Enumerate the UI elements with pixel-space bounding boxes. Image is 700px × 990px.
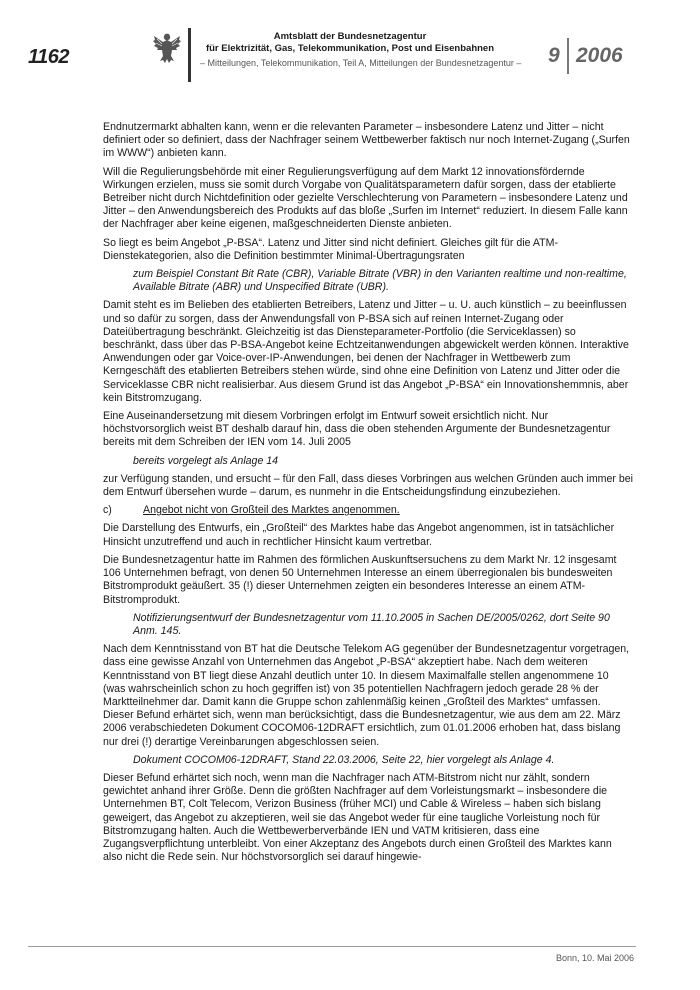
- citation-paragraph: bereits vorgelegt als Anlage 14: [133, 454, 279, 467]
- page-number: 1162: [28, 46, 70, 68]
- body-paragraph: So liegt es beim Angebot „P-BSA“. Latenz und Jitter sind nicht definiert. Gleiches gilt für die ATM-Dienstekategorien, also die Definition bestimmter Minimal-Übertragungsraten: [103, 236, 558, 262]
- body-paragraph: Eine Auseinandersetzung mit diesem Vorbringen erfolgt im Entwurf soweit ersichtlich nicht. Nur höchstvorsorglich weist BT deshalb darauf hin, dass die oben stehenden Argumente der Bundesnetzagentur bereits mit dem Schreiben der IEN vom 14. Juli 2005: [103, 410, 611, 449]
- body-paragraph: Die Darstellung des Entwurfs, ein „Großteil“ des Marktes habe das Angebot angenommen, ist in tatsächlicher Hinsicht unzutreffend und auch in rechtlicher Hinsicht kaum vertretbar.: [103, 522, 615, 548]
- footer-divider: [28, 946, 636, 947]
- issue-number: 9: [548, 44, 560, 67]
- federal-eagle-icon: [152, 30, 182, 64]
- body-paragraph: Dieser Befund erhärtet sich noch, wenn man die Nachfrager nach ATM-Bitstrom nicht nur zählt, sondern gewichtet anhand ihrer Größe. Denn die größten Nachfrager auf dem Vorleistungsmarkt – insbesondere die Unternehmen BT, Colt Telecom, Verizon Business (früher MCI) und Cable & Wireless – haben sich bislang geweigert, das Angebot zu akzeptieren, weil sie das Angebot weder für eine taugliche Vorleistung noch für Bitstromzugang halten. Auch die Wettbewerberverbände IEN und VATM kritisieren, dass eine Zugangsverpflichtung unterbleibt. Von einer Akzeptanz des Angebots durch einen Großteil des Marktes kann also nicht die Rede sein. Nur höchstvorsorglich sei darauf hingewie-: [103, 771, 612, 864]
- section-title: Angebot nicht von Großteil des Marktes angenommen.: [143, 504, 400, 517]
- gazette-subtitle: – Mitteilungen, Telekommunikation, Teil A, Mitteilungen der Bundesnetzagentur –: [200, 58, 522, 68]
- body-paragraph: zur Verfügung standen, und ersucht – für den Fall, dass dieses Vorbringen aus welchen Gründen auch immer bei dem Entwurf übersehen wurde – darum, es nunmehr in die Entscheidungsfindung einzubeziehen.: [103, 472, 634, 499]
- body-paragraph: Will die Regulierungsbehörde mit einer Regulierungsverfügung auf dem Markt 12 innovationsfördernde Wirkungen erzielen, muss sie somit durch Vorgabe von Qualitätsparametern dafür sorgen, dass der etablierte Betreiber nicht durch Nichtdefinition oder gezielte Verschlechterung von Parametern – insbesondere Latenz und Jitter – den Anwendungsbereich des Produkts auf das bloße „Surfen im Internet“ reduziert. In diesem Falle kann der Nachfrager aber keine eigenen, maßgeschneiderten Dienste anbieten.: [103, 165, 628, 231]
- gazette-title-line1: Amtsblatt der Bundesnetzagentur: [273, 31, 427, 42]
- body-paragraph: Endnutzermarkt abhalten kann, wenn er die relevanten Parameter – insbesondere Latenz und Jitter – nicht definiert oder so definiert, dass der Nachfrager seinem Wettbewerber faktisch nur noch Internet-Zugang („Surfen im WWW“) anbieten kann.: [103, 121, 630, 160]
- section-letter: c): [103, 504, 112, 517]
- body-paragraph: Nach dem Kenntnisstand von BT hat die Deutsche Telekom AG gegenüber der Bundesnetzagentur vorgetragen, dass eine gewisse Anzahl von Unternehmen das Angebot „P-BSA“ akzeptiert habe. Nach dem weiteren Kenntnisstand von BT liegt diese Anzahl deutlich unter 10. In diesem Maximalfalle stellen angenommene 10 (was wahrscheinlich schon zu hoch gegriffen ist) von 35 potentiellen Nachfragern jedoch gerade 28 % der Marktteilnehmer dar. Damit kann die Gruppe schon zahlenmäßig keinen „Großteil des Marktes“ umfassen. Dieser Befund erhärtet sich, wenn man berücksichtigt, dass die Bundesnetzagentur, wie aus dem am 22. März 2006 verabschiedeten Dokument COCOM06-12DRAFT ersichtlich, zum 01.01.2006 erhoben hat, dass bislang nur drei (!) derartige Vereinbarungen abgeschlossen seien.: [103, 643, 630, 748]
- section-heading: [103, 504, 633, 517]
- gazette-title-line2: für Elektrizität, Gas, Telekommunikation, Post und Eisenbahnen: [205, 43, 495, 54]
- document-body: [103, 121, 633, 869]
- body-paragraph: Die Bundesnetzagentur hatte im Rahmen des förmlichen Auskunftsersuchens zu dem Markt Nr. 12 insgesamt 106 Unternehmen befragt, von denen 50 Unternehmen Interesse an einem überregionalen bis bundesweiten Bitstromprodukt geäußert. 35 (!) dieser Unternehmen zeigten ein besonderes Interesse an einem ATM-Bitstromprodukt.: [103, 553, 617, 606]
- citation-paragraph: Notifizierungsentwurf der Bundesnetzagentur vom 11.10.2005 in Sachen DE/2005/0262, dort Seite 90 Anm. 145.: [133, 611, 610, 637]
- issue-year: 2006: [576, 44, 623, 67]
- footer-place-date: Bonn, 10. Mai 2006: [555, 953, 634, 963]
- citation-paragraph: Dokument COCOM06-12DRAFT, Stand 22.03.2006, Seite 22, hier vorgelegt als Anlage 4.: [133, 753, 555, 766]
- issue-divider: [567, 38, 569, 74]
- gazette-title: [200, 31, 500, 55]
- header-divider: [188, 28, 191, 82]
- citation-paragraph: zum Beispiel Constant Bit Rate (CBR), Variable Bitrate (VBR) in den Varianten realtime und non-realtime, Available Bitrate (ABR) und Unspecified Bitrate (UBR).: [133, 268, 627, 294]
- body-paragraph: Damit steht es im Belieben des etablierten Betreibers, Latenz und Jitter – u. U. auch künstlich – zu beeinflussen und so dafür zu sorgen, dass der Anwendungsfall von P-BSA sich auf reinen Internet-Zugang oder Dateiübertragung beschränkt. Gleichzeitig ist das Diensteparameter-Portfolio (die Serviceklassen) so beschränkt, dass über das P-BSA-Angebot keine Echtzeitanwendungen abgewickelt werden können. Interaktive Anwendungen oder gar Voice-over-IP-Anwendungen, bei denen der Nachfrager in Wettbewerb zum Kerngeschäft des etablierten Betreibers stehen würde, sind ohne eine Definition von Latenz und Jitter oder die Serviceklasse CBR nicht realisierbar. Aus diesem Grund ist das Angebot „P-BSA“ ein Innovationshemmnis, aber kein Bitstromzugang.: [103, 299, 629, 404]
